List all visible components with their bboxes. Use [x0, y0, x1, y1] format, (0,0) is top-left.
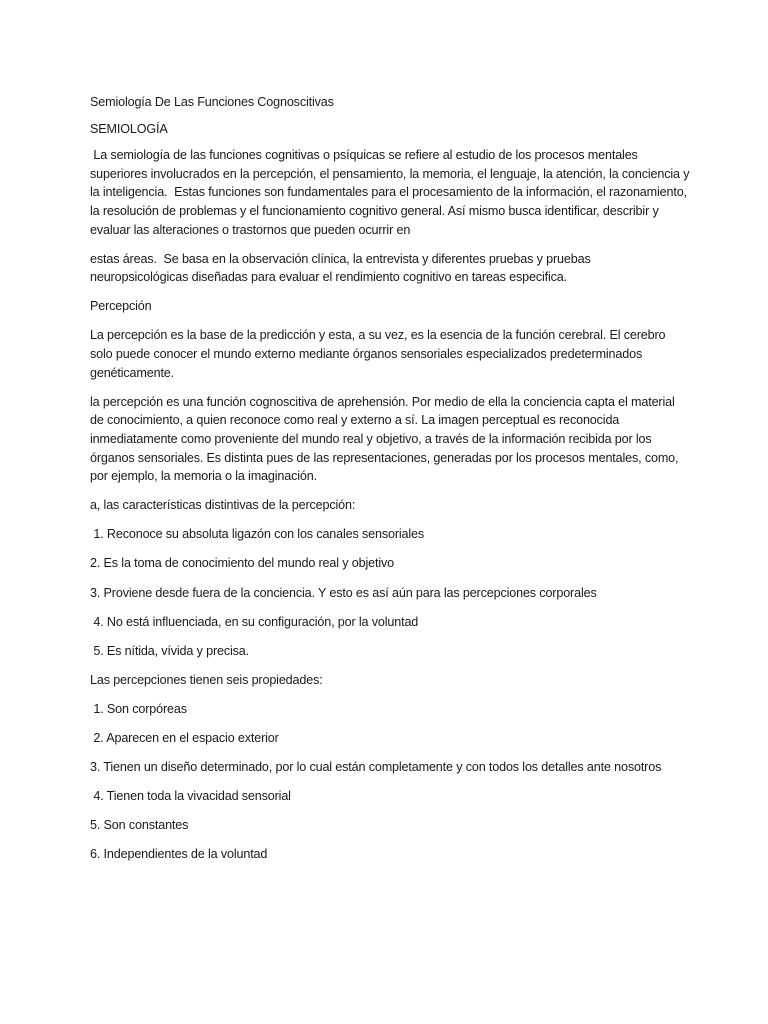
list-item: 1. Son corpóreas — [90, 702, 187, 717]
document-body — [90, 93, 693, 874]
section-heading-semiologia: SEMIOLOGÍA — [90, 121, 168, 136]
list-item: 2. Es la toma de conocimiento del mundo real y objetivo — [90, 556, 394, 571]
list-item: 2. Aparecen en el espacio exterior — [90, 731, 279, 746]
perception-paragraph-1: La percepción es la base de la predicción y esta, a su vez, es la esencia de la función cerebral. El cerebro solo puede conocer el mundo externo mediante órganos sensoriales especializados predeterminados genéticamente. — [90, 328, 669, 380]
characteristics-intro: a, las características distintivas de la percepción: — [90, 498, 356, 513]
properties-list — [90, 700, 690, 864]
intro-paragraph-1: La semiología de las funciones cognitivas o psíquicas se refiere al estudio de los procesos mentales superiores involucrados en la percepción, el pensamiento, la memoria, el lenguaje, la atención, la conciencia y la inteligencia. Estas funciones son fundamentales para el procesamiento de la información, el razonamiento, la resolución de problemas y el funcionamiento cognitivo general. Así mismo busca identificar, describir y evaluar las alteraciones o trastornos que pueden ocurrir en — [90, 148, 693, 237]
list-item: 4. Tienen toda la vivacidad sensorial — [90, 789, 291, 804]
list-item: 1. Reconoce su absoluta ligazón con los canales sensoriales — [90, 527, 425, 542]
intro-paragraph-2: estas áreas. Se basa en la observación clínica, la entrevista y diferentes pruebas y pruebas neuropsicológicas diseñadas para evaluar el rendimiento cognitivo en tareas especifica. — [90, 251, 594, 285]
list-item: 4. No está influenciada, en su configuración, por la voluntad — [90, 614, 419, 629]
list-item: 5. Son constantes — [90, 818, 189, 833]
list-item: 3. Tienen un diseño determinado, por lo cual están completamente y con todos los detalles ante nosotros — [90, 760, 662, 775]
characteristics-list — [90, 525, 690, 660]
list-item: 3. Proviene desde fuera de la conciencia. Y esto es así aún para las percepciones corporales — [90, 585, 597, 600]
document-title: Semiología De Las Funciones Cognoscitivas — [90, 95, 334, 109]
section-heading-percepcion: Percepción — [90, 299, 152, 314]
perception-paragraph-2: la percepción es una función cognoscitiva de aprehensión. Por medio de ella la conciencia capta el material de conocimiento, a quien reconoce como real y externo a sí. La imagen perceptual es reconocida inmediatamente como proveniente del mundo real y objetivo, a través de la información recibida por los órganos sensoriales. Es distinta pues de las representaciones, generadas por los procesos mentales, como, por ejemplo, la memoria o la imaginación. — [90, 394, 682, 484]
list-item: 6. Independientes de la voluntad — [90, 847, 268, 862]
list-item: 5. Es nítida, vívida y precisa. — [90, 644, 250, 659]
properties-intro: Las percepciones tienen seis propiedades: — [90, 673, 323, 688]
